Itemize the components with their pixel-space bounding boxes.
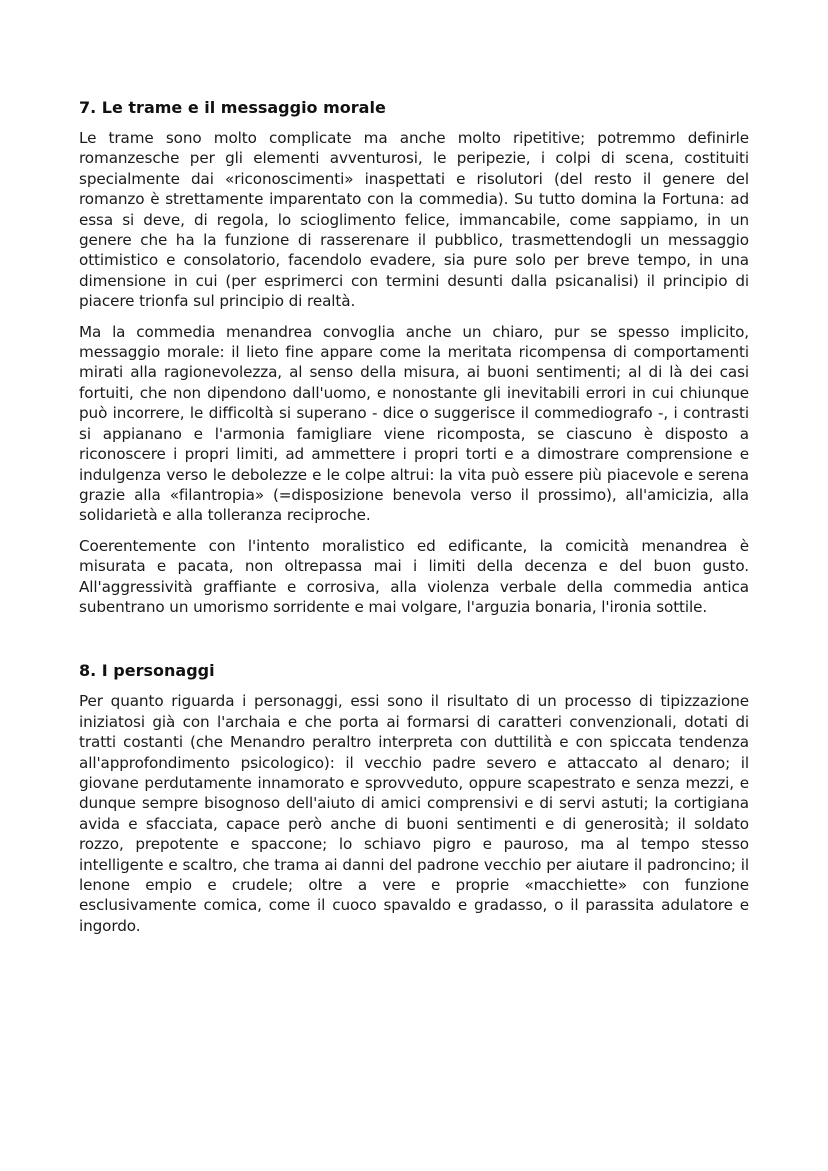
section-personaggi [79,661,749,936]
paragraph: Coerentemente con l'intento moralistico ed edificante, la comicità menandrea è misurata e pacata, non oltrepassa mai i limiti della decenza e del buon gusto. All'aggressività graffiante e corrosiva, alla violenza verbale della commedia antica subentrano un umorismo sorridente e mai volgare, l'arguzia bonaria, l'ironia sottile. [79,536,749,616]
paragraph: Le trame sono molto complicate ma anche molto ripetitive; potremmo definirle romanzesche per gli elementi avventurosi, le peripezie, i colpi di scena, costituiti specialmente dai «riconoscimenti» inaspettati e risolutori (del resto il genere del romanzo è strettamente imparentato con la commedia). Su tutto domina la Fortuna: ad essa si deve, di regola, lo scioglimento felice, immancabile, come sappiamo, in un genere che ha la funzione di rasserenare il pubblico, trasmettendogli un messaggio ottimistico e consolatorio, facendolo evadere, sia pure solo per breve tempo, in una dimensione in cui (per esprimerci con termini desunti dalla psicanalisi) il principio di piacere trionfa sul principio di realtà. [79,129,749,311]
document-page [79,98,749,946]
section-trame [79,98,749,617]
section-spacer [79,627,749,661]
paragraph: Ma la commedia menandrea convoglia anche un chiaro, pur se spesso implicito, messaggio morale: il lieto fine appare come la meritata ricompensa di comportamenti mirati alla ragionevolezza, al senso della misura, ai buoni sentimenti; al di là dei casi fortuiti, che non dipendono dall'uomo, e nonostante gli inevitabili errori in cui chiunque può incorrere, le difficoltà si superano - dice o suggerisce il commediografo -, i contrasti si appianano e l'armonia famigliare viene ricomposta, se ciascuno è disposto a riconoscere i propri limiti, ad ammettere i propri torti e a dimostrare comprensione e indulgenza verso le debolezze e le colpe altrui: la vita può essere più piacevole e serena grazie alla «filantropia» (=disposizione benevola verso il prossimo), all'amicizia, alla solidarietà e alla tolleranza reciproche. [79,322,749,525]
paragraph: Per quanto riguarda i personaggi, essi sono il risultato di un processo di tipizzazione iniziatosi già con l'archaia e che porta ai formarsi di caratteri convenzionali, dotati di tratti costanti (che Menandro peraltro interpreta con duttilità e con spiccata tendenza all'approfondimento psicologico): il vecchio padre severo e attaccato al denaro; il giovane perdutamente innamorato e sprovveduto, oppure scapestrato e senza mezzi, e dunque sempre bisognoso dell'aiuto di amici comprensivi e di servi astuti; la cortigiana avida e sfacciata, capace però anche di buoni sentimenti e di generosità; il soldato rozzo, prepotente e spaccone; lo schiavo pigro e pauroso, ma al tempo stesso intelligente e scaltro, che trama ai danni del padrone vecchio per aiutare il padroncino; il lenone empio e crudele; oltre a vere e proprie «macchiette» con funzione esclusivamente comica, come il cuoco spavaldo e gradasso, o il parassita adulatore e ingordo. [79,692,749,935]
section-heading: 7. Le trame e il messaggio morale [79,98,386,117]
section-heading: 8. I personaggi [79,661,215,681]
